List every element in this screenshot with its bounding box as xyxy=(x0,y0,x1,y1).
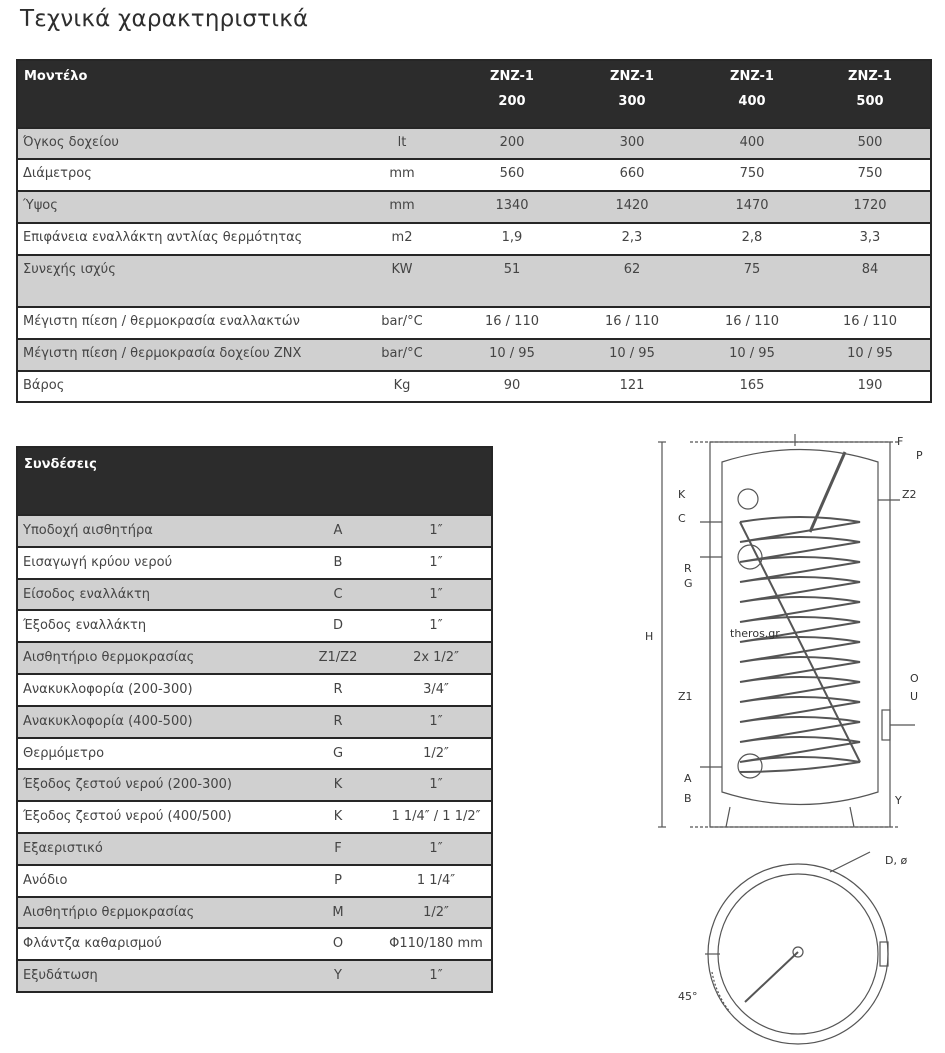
connection-code: A xyxy=(333,523,343,538)
connection-size: 1 1/4″ xyxy=(416,872,456,888)
spec-row-max-pressure-tank xyxy=(18,338,930,370)
connection-code: O xyxy=(332,936,344,952)
label-p: P xyxy=(916,449,923,462)
connection-code: B xyxy=(333,554,343,570)
label-o: O xyxy=(910,672,919,685)
connection-row xyxy=(18,800,491,832)
row-value: 560 xyxy=(499,166,525,181)
row-value: 300 xyxy=(619,135,645,150)
connection-row xyxy=(18,673,491,705)
row-label: Επιφάνεια εναλλάκτη αντλίας θερμότητας xyxy=(23,230,303,245)
connections-header xyxy=(18,448,491,514)
row-label: Βάρος xyxy=(23,378,65,393)
row-value: 75 xyxy=(743,262,761,277)
row-value: 10 / 95 xyxy=(609,346,655,361)
row-label: Μέγιστη πίεση / θερμοκρασία εναλλακτών xyxy=(23,314,300,329)
label-k: K xyxy=(678,488,686,501)
row-value: 2,3 xyxy=(621,230,643,245)
model-name: ZNZ-1 xyxy=(848,69,892,84)
spec-row-power xyxy=(18,254,930,306)
model-size: 200 xyxy=(498,94,526,109)
model-size: 500 xyxy=(856,94,884,109)
connection-label: Εξυδάτωση xyxy=(23,968,98,984)
connection-row xyxy=(18,705,491,737)
model-size: 400 xyxy=(738,94,766,109)
port-a-circle xyxy=(738,754,762,778)
connection-row xyxy=(18,609,491,641)
connection-row xyxy=(18,737,491,769)
connection-code: D xyxy=(332,618,343,634)
row-label: Όγκος δοχείου xyxy=(23,135,119,150)
spec-table xyxy=(16,59,932,403)
row-label: Ύψος xyxy=(23,198,58,213)
row-unit: mm xyxy=(389,166,415,181)
connection-size: 1″ xyxy=(429,618,443,634)
connection-label: Υποδοχή αισθητήρα xyxy=(23,523,153,538)
connection-row xyxy=(18,578,491,610)
connection-label: Ανόδιο xyxy=(23,872,68,888)
connection-label: Αισθητήριο θερμοκρασίας xyxy=(23,904,195,920)
spec-row-height xyxy=(18,190,930,222)
connection-code: G xyxy=(332,745,344,761)
row-value: 62 xyxy=(623,262,641,277)
connection-row xyxy=(18,514,491,546)
connection-size: 2x 1/2″ xyxy=(413,650,459,666)
row-unit: mm xyxy=(389,198,415,213)
model-name: ZNZ-1 xyxy=(610,69,654,84)
row-value: 10 / 95 xyxy=(847,346,893,361)
row-value: 660 xyxy=(619,166,645,181)
label-u: U xyxy=(910,690,919,703)
watermark-text: theros.gr xyxy=(730,627,780,640)
connection-code: Z1/Z2 xyxy=(318,650,358,666)
row-unit: bar/°C xyxy=(381,314,423,329)
row-value: 400 xyxy=(739,135,765,150)
row-value: 1,9 xyxy=(501,230,523,245)
label-h: H xyxy=(645,630,654,643)
connection-label: Αισθητήριο θερμοκρασίας xyxy=(23,650,195,666)
row-value: 51 xyxy=(503,262,521,277)
row-value: 90 xyxy=(503,378,521,393)
model-label: Μοντέλο xyxy=(24,69,88,84)
row-value: 16 / 110 xyxy=(605,314,659,329)
connection-size: 1″ xyxy=(429,840,443,856)
model-col-200 xyxy=(472,69,552,109)
row-unit: KW xyxy=(391,262,413,277)
row-value: 121 xyxy=(619,378,645,393)
connection-row xyxy=(18,959,491,991)
connection-code: Y xyxy=(334,968,342,984)
row-unit: bar/°C xyxy=(381,346,423,361)
row-value: 16 / 110 xyxy=(843,314,897,329)
label-g: G xyxy=(684,577,693,590)
heat-exchanger-coil xyxy=(740,517,860,772)
connection-row xyxy=(18,546,491,578)
row-value: 1420 xyxy=(615,198,649,213)
model-size: 300 xyxy=(618,94,646,109)
row-value: 2,8 xyxy=(741,230,763,245)
connection-label: Ανακυκλοφορία (200-300) xyxy=(23,681,193,697)
spec-row-weight xyxy=(18,370,930,401)
tank-technical-drawing xyxy=(630,412,940,1052)
connection-size: 3/4″ xyxy=(423,681,449,697)
row-value: 165 xyxy=(739,378,765,393)
connection-size: 1″ xyxy=(429,554,443,570)
connection-label: Έξοδος ζεστού νερού (200-300) xyxy=(23,777,232,793)
row-value: 16 / 110 xyxy=(485,314,539,329)
label-diameter: D, ø xyxy=(885,854,908,867)
label-b: B xyxy=(684,792,692,805)
row-unit: m2 xyxy=(391,230,413,245)
port-k-circle xyxy=(738,489,758,509)
model-col-500 xyxy=(830,69,910,109)
connection-label: Θερμόμετρο xyxy=(23,745,105,761)
row-value: 1470 xyxy=(735,198,769,213)
label-a: A xyxy=(684,772,692,785)
connection-code: R xyxy=(333,713,343,729)
spec-row-volume xyxy=(18,127,930,158)
row-unit: Kg xyxy=(393,378,411,393)
connection-code: K xyxy=(333,777,343,793)
connection-size: 1/2″ xyxy=(423,904,449,920)
connection-size: 1″ xyxy=(429,523,443,538)
label-f: F xyxy=(897,435,904,448)
row-value: 10 / 95 xyxy=(489,346,535,361)
spec-table-header xyxy=(18,61,930,127)
connection-code: F xyxy=(334,840,342,856)
spec-row-diameter xyxy=(18,158,930,190)
label-r: R xyxy=(684,562,692,575)
connection-code: M xyxy=(332,904,344,920)
connection-size: 1″ xyxy=(429,713,443,729)
connection-code: C xyxy=(333,586,343,602)
top-view-outer xyxy=(708,864,888,1044)
model-col-300 xyxy=(592,69,672,109)
connection-label: Φλάντζα καθαρισμού xyxy=(23,936,162,952)
label-z2: Z2 xyxy=(902,488,917,501)
connection-code: K xyxy=(333,809,343,825)
row-value: 1340 xyxy=(495,198,529,213)
spec-row-max-pressure-exchangers xyxy=(18,306,930,338)
model-col-400 xyxy=(712,69,792,109)
connection-label: Ανακυκλοφορία (400-500) xyxy=(23,713,193,729)
connection-row xyxy=(18,927,491,959)
row-value: 750 xyxy=(857,166,883,181)
connection-row xyxy=(18,864,491,896)
connection-row xyxy=(18,641,491,673)
row-value: 500 xyxy=(857,135,883,150)
connection-label: Έξοδος ζεστού νερού (400/500) xyxy=(23,809,232,825)
label-y: Y xyxy=(895,794,902,807)
label-angle: 45° xyxy=(678,990,698,1003)
label-z1: Z1 xyxy=(678,690,693,703)
connection-label: Εισαγωγή κρύου νερού xyxy=(23,554,173,570)
connection-label: Είσοδος εναλλάκτη xyxy=(23,586,151,602)
row-value: 190 xyxy=(857,378,883,393)
row-value: 200 xyxy=(499,135,525,150)
row-unit: lt xyxy=(397,135,407,150)
row-value: 750 xyxy=(739,166,765,181)
label-c: C xyxy=(678,512,686,525)
connection-code: R xyxy=(333,681,343,697)
connections-table xyxy=(16,446,493,993)
connection-size: 1/2″ xyxy=(423,745,449,761)
connection-size: 1″ xyxy=(429,586,443,602)
connection-code: P xyxy=(334,872,342,888)
row-value: 3,3 xyxy=(859,230,881,245)
connection-size: 1″ xyxy=(429,968,443,984)
page-title: Τεχνικά χαρακτηριστικά xyxy=(20,6,309,32)
connection-label: Εξαεριστικό xyxy=(23,840,103,856)
connection-size: 1 1/4″ / 1 1/2″ xyxy=(391,809,481,825)
row-value: 16 / 110 xyxy=(725,314,779,329)
row-label: Διάμετρος xyxy=(23,166,92,181)
model-name: ZNZ-1 xyxy=(490,69,534,84)
connection-row xyxy=(18,768,491,800)
row-value: 1720 xyxy=(853,198,887,213)
connections-title: Συνδέσεις xyxy=(24,457,97,472)
connection-size: 1″ xyxy=(429,777,443,793)
row-value: 84 xyxy=(861,262,879,277)
connection-size: Φ110/180 mm xyxy=(389,936,483,952)
row-value: 10 / 95 xyxy=(729,346,775,361)
row-label: Συνεχής ισχύς xyxy=(23,262,116,277)
spec-row-exchanger-surface xyxy=(18,222,930,254)
connection-label: Έξοδος εναλλάκτη xyxy=(23,618,147,634)
connection-row xyxy=(18,832,491,864)
row-label: Μέγιστη πίεση / θερμοκρασία δοχείου ZNX xyxy=(23,346,302,361)
connection-row xyxy=(18,896,491,928)
model-name: ZNZ-1 xyxy=(730,69,774,84)
